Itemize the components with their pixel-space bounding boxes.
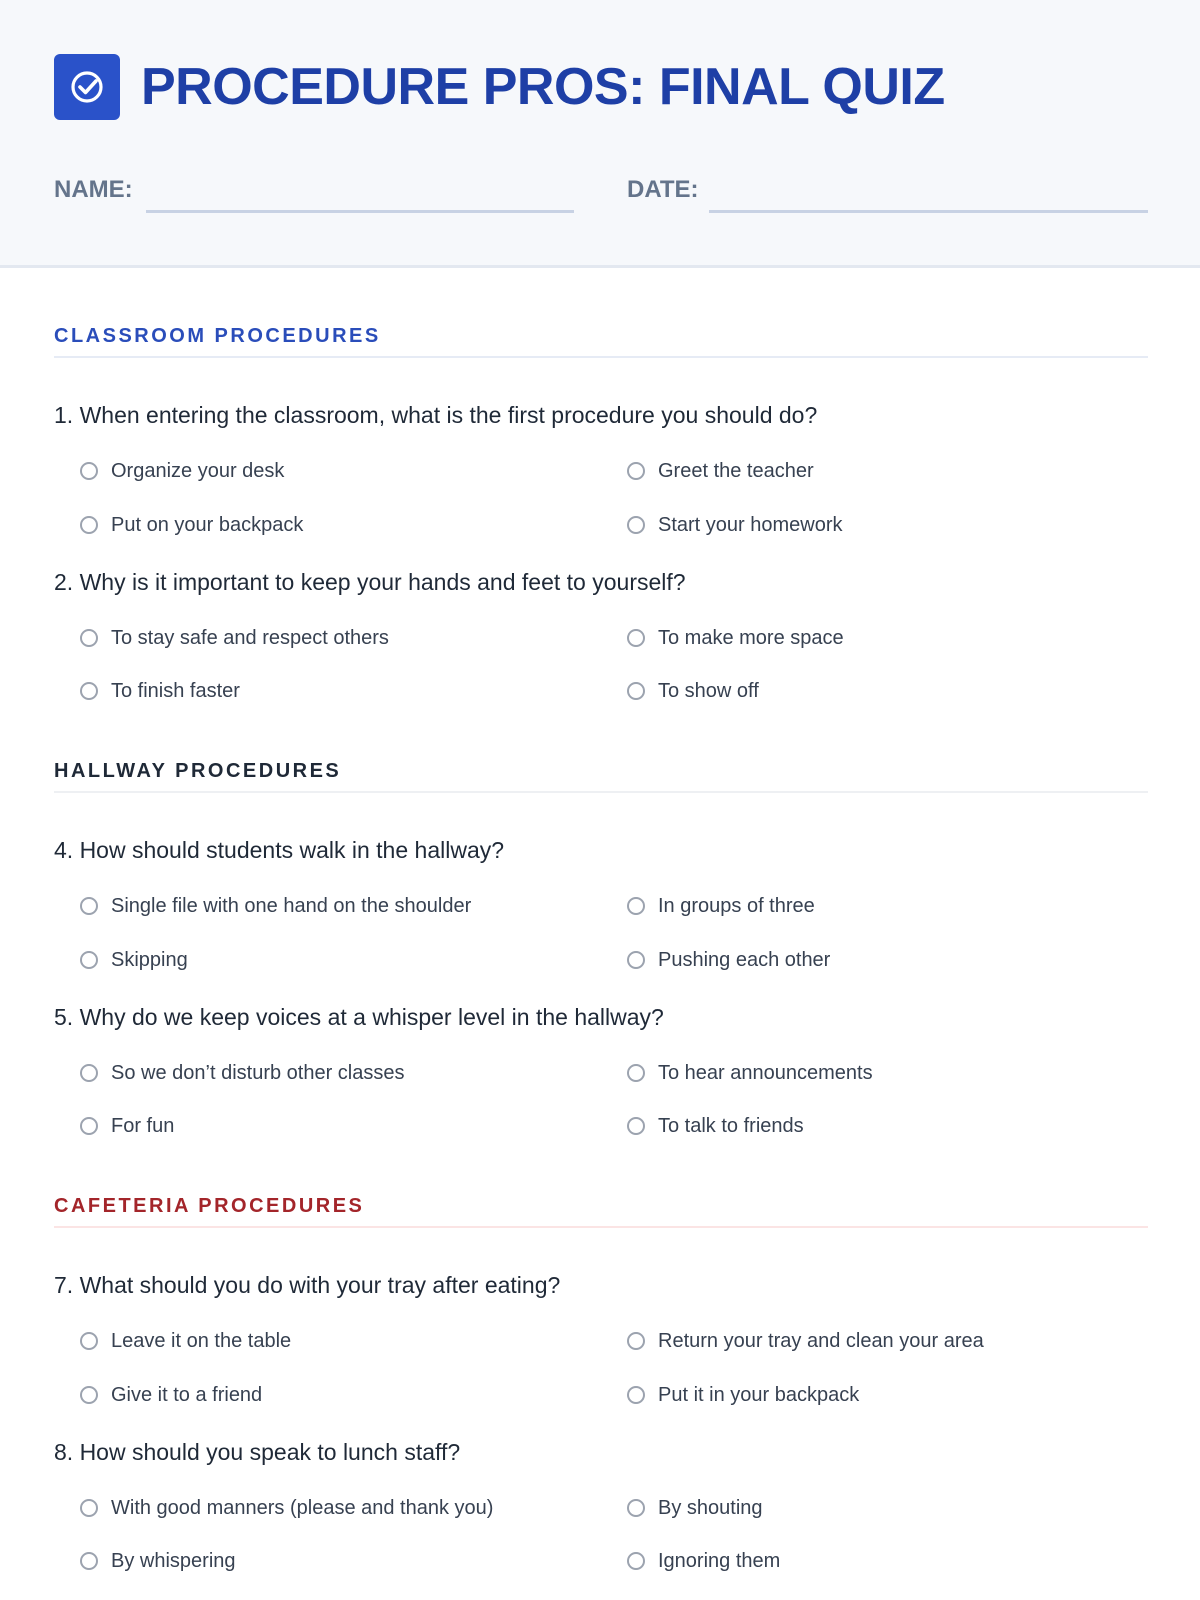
option-q8-d[interactable]: Ignoring them <box>627 1546 780 1576</box>
option-q5-a[interactable]: So we don’t disturb other classes <box>80 1058 405 1088</box>
radio-button[interactable] <box>627 629 645 647</box>
radio-button[interactable] <box>80 462 98 480</box>
option-q2-b[interactable]: To make more space <box>627 623 844 653</box>
radio-button[interactable] <box>80 516 98 534</box>
date-field[interactable] <box>709 210 1148 213</box>
option-q4-b[interactable]: In groups of three <box>627 891 815 921</box>
radio-button[interactable] <box>80 897 98 915</box>
section-divider <box>54 791 1148 793</box>
option-q2-a[interactable]: To stay safe and respect others <box>80 623 389 653</box>
question-7: 7. What should you do with your tray after eating? <box>54 1272 561 1298</box>
question-5: 5. Why do we keep voices at a whisper level in the hallway? <box>54 1004 664 1030</box>
radio-button[interactable] <box>80 1117 98 1135</box>
radio-button[interactable] <box>80 1499 98 1517</box>
radio-button[interactable] <box>80 1332 98 1350</box>
option-q5-d[interactable]: To talk to friends <box>627 1111 804 1141</box>
radio-button[interactable] <box>627 1117 645 1135</box>
option-q4-c[interactable]: Skipping <box>80 945 188 975</box>
radio-button[interactable] <box>627 1552 645 1570</box>
radio-button[interactable] <box>80 1552 98 1570</box>
option-q1-c[interactable]: Put on your backpack <box>80 510 303 540</box>
page-title: PROCEDURE PROS: FINAL QUIZ <box>141 58 945 116</box>
section-title: CLASSROOM PROCEDURES <box>54 325 381 347</box>
radio-button[interactable] <box>627 951 645 969</box>
option-q1-b[interactable]: Greet the teacher <box>627 456 814 486</box>
radio-button[interactable] <box>80 682 98 700</box>
radio-button[interactable] <box>627 516 645 534</box>
radio-button[interactable] <box>627 897 645 915</box>
option-q7-d[interactable]: Put it in your backpack <box>627 1380 859 1410</box>
option-q1-d[interactable]: Start your homework <box>627 510 843 540</box>
radio-button[interactable] <box>80 951 98 969</box>
question-1: 1. When entering the classroom, what is the first procedure you should do? <box>54 402 818 428</box>
option-q7-a[interactable]: Leave it on the table <box>80 1326 291 1356</box>
option-q1-a[interactable]: Organize your desk <box>80 456 284 486</box>
radio-button[interactable] <box>627 1064 645 1082</box>
option-q7-c[interactable]: Give it to a friend <box>80 1380 262 1410</box>
option-q2-c[interactable]: To finish faster <box>80 676 240 706</box>
radio-button[interactable] <box>627 462 645 480</box>
option-q8-c[interactable]: By whispering <box>80 1546 236 1576</box>
radio-button[interactable] <box>80 1064 98 1082</box>
date-label: DATE: <box>627 176 699 203</box>
option-q7-b[interactable]: Return your tray and clean your area <box>627 1326 984 1356</box>
section-divider <box>54 1226 1148 1228</box>
option-q8-b[interactable]: By shouting <box>627 1493 763 1523</box>
option-q4-a[interactable]: Single file with one hand on the shoulder <box>80 891 471 921</box>
name-field[interactable] <box>146 210 574 213</box>
section-title: HALLWAY PROCEDURES <box>54 760 342 782</box>
question-2: 2. Why is it important to keep your hands and feet to yourself? <box>54 569 686 595</box>
radio-button[interactable] <box>627 1332 645 1350</box>
quiz-header <box>0 0 1200 268</box>
option-q4-d[interactable]: Pushing each other <box>627 945 830 975</box>
option-q2-d[interactable]: To show off <box>627 676 759 706</box>
option-q5-b[interactable]: To hear announcements <box>627 1058 873 1088</box>
name-label: NAME: <box>54 176 133 203</box>
radio-button[interactable] <box>627 682 645 700</box>
check-badge-icon <box>54 54 120 120</box>
radio-button[interactable] <box>80 629 98 647</box>
radio-button[interactable] <box>627 1386 645 1404</box>
option-q8-a[interactable]: With good manners (please and thank you) <box>80 1493 493 1523</box>
question-4: 4. How should students walk in the hallway? <box>54 837 505 863</box>
question-8: 8. How should you speak to lunch staff? <box>54 1439 461 1465</box>
radio-button[interactable] <box>627 1499 645 1517</box>
section-divider <box>54 356 1148 358</box>
section-title: CAFETERIA PROCEDURES <box>54 1195 365 1217</box>
radio-button[interactable] <box>80 1386 98 1404</box>
option-q5-c[interactable]: For fun <box>80 1111 174 1141</box>
